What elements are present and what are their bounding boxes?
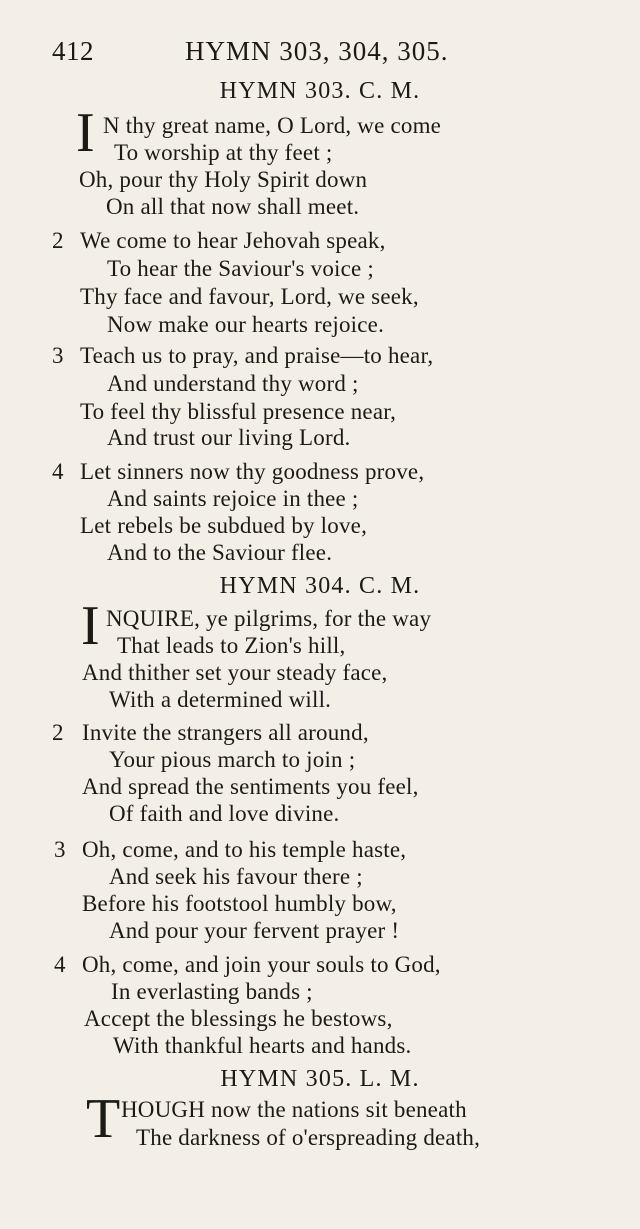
hymn-303-s2-line-2: To hear the Saviour's voice ; [107, 256, 375, 281]
hymn-303-s4-line-2: And saints rejoice in thee ; [107, 486, 359, 511]
hymn-304-line-2: That leads to Zion's hill, [117, 633, 346, 658]
hymn-303-s3-line-4: And trust our living Lord. [107, 425, 351, 450]
hymn-303-line-2: To worship at thy feet ; [114, 140, 333, 165]
hymn-303-s2-line-4: Now make our hearts rejoice. [107, 312, 385, 337]
hymn-304-stanza-2-number: 2 [52, 720, 64, 745]
hymn-304-stanza-3-number: 3 [54, 837, 66, 862]
hymn-305-line-2: The darkness of o'erspreading death, [136, 1125, 481, 1150]
hymn-304-s2-line-1: Invite the strangers all around, [82, 720, 369, 745]
hymn-303-s2-line-3: Thy face and favour, Lord, we seek, [80, 284, 419, 309]
hymn-304-line-1: NQUIRE, ye pilgrims, for the way [106, 606, 432, 631]
hymn-304-s3-line-3: Before his footstool humbly bow, [82, 891, 397, 916]
hymn-303-line-3: Oh, pour thy Holy Spirit down [79, 167, 368, 192]
hymn-304-s2-line-2: Your pious march to join ; [109, 747, 356, 772]
hymn-304-s2-line-4: Of faith and love divine. [109, 801, 340, 826]
running-head [0, 36, 640, 70]
hymn-304-s4-line-2: In everlasting bands ; [111, 979, 313, 1004]
hymn-304-s4-line-4: With thankful hearts and hands. [113, 1033, 412, 1058]
page-number: 412 [52, 36, 94, 66]
hymn-304-title: HYMN 304. C. M. [219, 573, 421, 599]
hymn-303-s4-line-3: Let rebels be subdued by love, [80, 513, 368, 538]
hymn-304-s3-line-4: And pour your fervent prayer ! [109, 918, 400, 943]
hymn-303-title: HYMN 303. C. M. [219, 78, 421, 104]
hymn-303-line-4: On all that now shall meet. [106, 194, 360, 219]
hymn-305-line-1: HOUGH now the nations sit beneath [121, 1097, 467, 1122]
hymn-305-dropcap: T [86, 1088, 121, 1150]
hymn-304-line-4: With a determined will. [109, 687, 332, 712]
hymn-304-s3-line-1: Oh, come, and to his temple haste, [82, 837, 407, 862]
hymn-303-line-1: N thy great name, O Lord, we come [103, 113, 442, 138]
hymn-305-title: HYMN 305. L. M. [220, 1066, 420, 1092]
hymn-303-stanza-3-number: 3 [52, 343, 64, 368]
hymn-303-s4-line-1: Let sinners now thy goodness prove, [80, 459, 425, 484]
hymn-303-stanza-2-number: 2 [52, 228, 64, 253]
hymn-303-s2-line-1: We come to hear Jehovah speak, [80, 228, 386, 253]
hymn-303-s3-line-2: And understand thy word ; [107, 371, 359, 396]
hymn-303-stanza-4-number: 4 [52, 459, 64, 484]
hymn-304-s4-line-1: Oh, come, and join your souls to God, [82, 952, 441, 977]
hymn-303-dropcap: I [76, 102, 95, 164]
hymn-303-s3-line-1: Teach us to pray, and praise—to hear, [80, 343, 434, 368]
hymn-303-s3-line-3: To feel thy blissful presence near, [80, 399, 397, 424]
hymn-304-line-3: And thither set your steady face, [82, 660, 388, 685]
hymn-304-s2-line-3: And spread the sentiments you feel, [82, 774, 419, 799]
hymn-304-s4-line-3: Accept the blessings he bestows, [84, 1006, 393, 1031]
hymn-304-stanza-4-number: 4 [54, 952, 66, 977]
hymn-303-s4-line-4: And to the Saviour flee. [107, 540, 333, 565]
running-title: HYMN 303, 304, 305. [185, 36, 449, 66]
hymn-304-s3-line-2: And seek his favour there ; [109, 864, 363, 889]
hymn-304-dropcap: I [81, 595, 100, 657]
